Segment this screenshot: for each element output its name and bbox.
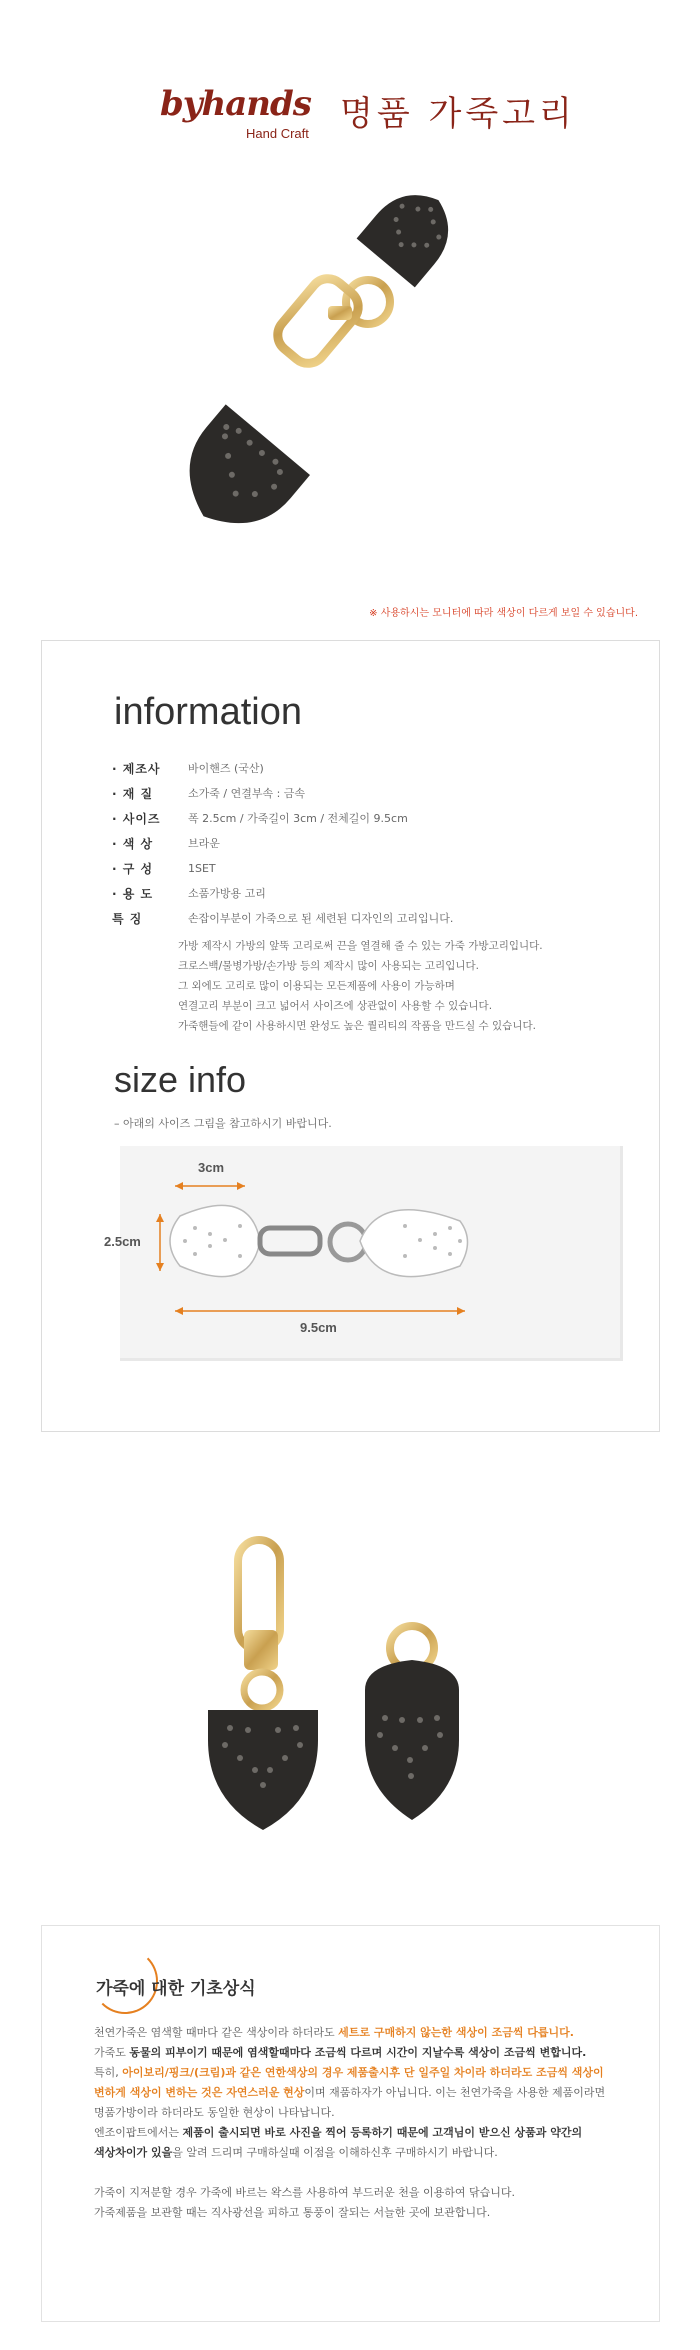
monitor-color-note: ※ 사용하시는 모니터에 따라 색상이 다르게 보일 수 있습니다.: [369, 608, 638, 619]
text-span: 엔조이팝트에서는: [94, 2126, 183, 2139]
knowledge-line: 명품가방이라 하더라도 동일한 현상이 나타납니다.: [94, 2106, 335, 2119]
knowledge-title-part2: 기초상식: [189, 1979, 256, 1999]
text-span: 이며 재품하자가 아닙니다. 이는 천연가죽을 사용한 제품이라면: [304, 2086, 606, 2099]
spec-label: · 재 질: [112, 786, 154, 801]
spec-row: [112, 756, 264, 780]
knowledge-line: [94, 2144, 498, 2160]
brand-logo: [160, 74, 360, 154]
text-span: 을 알려 드리며 구매하실때 이점을 이해하신후 구매하시기 바랍니다.: [172, 2146, 498, 2159]
knowledge-title: [96, 1974, 256, 1999]
text-span: 가죽도: [94, 2046, 130, 2059]
spec-value: 소품가방용 고리: [188, 887, 266, 900]
knowledge-panel: [41, 1925, 660, 2322]
product-detail-image: [200, 1530, 500, 1850]
spec-label: · 구 성: [112, 861, 154, 876]
knowledge-line: [94, 2084, 605, 2100]
size-heading: size info: [114, 1059, 247, 1100]
knowledge-title-part1: 가죽에 대한: [96, 1979, 185, 1999]
text-span: 천연가죽은 염색할 때마다 같은 색상이라 하더라도: [94, 2026, 339, 2039]
spec-row: [112, 831, 220, 855]
width-label: 3cm: [198, 1160, 225, 1175]
knowledge-line: 가죽제품을 보관할 때는 직사광선을 피하고 통풍이 잘되는 서늘한 곳에 보관합니다.: [94, 2206, 491, 2219]
highlight-span: 아이보리/핑크/(크림)과 같은 연한색상의 경우 제품출시후 단 일주일 차이라 하더라도 조금씩 색상이: [122, 2066, 604, 2079]
spec-label: · 사이즈: [112, 811, 161, 826]
spec-row: [112, 806, 408, 830]
feature-line: 가죽핸들에 같이 사용하시면 완성도 높은 퀄리티의 작품을 만드실 수 있습니다.: [178, 1020, 536, 1032]
feature-line: 크로스백/물병가방/손가방 등의 제작시 많이 사용되는 고리입니다.: [178, 960, 479, 972]
knowledge-line: 가죽이 지저분할 경우 가죽에 바르는 왁스를 사용하여 부드러운 천을 이용하여 닦습니다.: [94, 2186, 515, 2199]
knowledge-line: [94, 2064, 604, 2080]
spec-label: · 용 도: [112, 886, 154, 901]
spec-label: · 색 상: [112, 836, 154, 851]
text-span: 특히,: [94, 2066, 123, 2079]
highlight-span: 동물의 피부이기 때문에 염색할때마다 조금씩 다르며 시간이 지날수록 색상이 조금씩 변합니다.: [129, 2046, 587, 2059]
spec-value: 손잡이부분이 가죽으로 된 세련된 디자인의 고리입니다.: [188, 912, 454, 925]
knowledge-line: [94, 2024, 574, 2040]
size-diagram: [104, 1146, 623, 1361]
knowledge-line: [94, 2124, 582, 2140]
feature-line: 가방 제작시 가방의 앞뚝 고리로써 끈을 열결해 줄 수 있는 가죽 가방고리입니다.: [178, 940, 543, 952]
spec-label: 특 징: [112, 911, 143, 926]
knowledge-line: [94, 2044, 586, 2060]
spec-value: 브라운: [188, 837, 220, 850]
feature-line: 연결고리 부분이 크고 넓어서 사이즈에 상관없이 사용할 수 있습니다.: [178, 1000, 493, 1012]
height-label: 2.5cm: [104, 1234, 141, 1249]
info-heading: information: [114, 691, 302, 733]
highlight-span: 변하게 색상이 변하는 것은 자연스러운 현상: [94, 2086, 305, 2099]
spec-label: · 제조사: [112, 761, 161, 776]
brand-sub: Hand Craft: [246, 126, 309, 141]
spec-row: [112, 881, 266, 905]
feature-line: 그 외에도 고리로 많이 이용되는 모든제품에 사용이 가능하며: [178, 980, 455, 992]
product-title: 명품 가죽고리: [340, 94, 576, 134]
info-panel: [41, 640, 660, 1432]
spec-value: 소가죽 / 연결부속 : 금속: [188, 787, 306, 800]
spec-value: 1SET: [188, 861, 216, 875]
spec-row: [112, 856, 216, 880]
size-note: – 아래의 사이즈 그림을 참고하시기 바랍니다.: [114, 1117, 332, 1130]
spec-row: [112, 781, 305, 805]
highlight-span: 색상차이가 있을: [94, 2146, 173, 2159]
highlight-span: 세트로 구매하지 않는한 색상이 조금씩 다릅니다.: [338, 2026, 574, 2039]
size-diagram-drawing: [120, 1146, 620, 1358]
length-label: 9.5cm: [300, 1320, 337, 1335]
spec-value: 폭 2.5cm / 가죽길이 3cm / 전체길이 9.5cm: [188, 812, 408, 825]
spec-value: 바이핸즈 (국산): [188, 762, 264, 775]
hero-product-image: [160, 180, 540, 560]
spec-row: [112, 906, 453, 930]
highlight-span: 제품이 출시되면 바로 사진을 찍어 등록하기 때문에 고객님이 받으신 상품과 약간의: [182, 2126, 583, 2139]
brand-word: byhands: [160, 84, 311, 124]
